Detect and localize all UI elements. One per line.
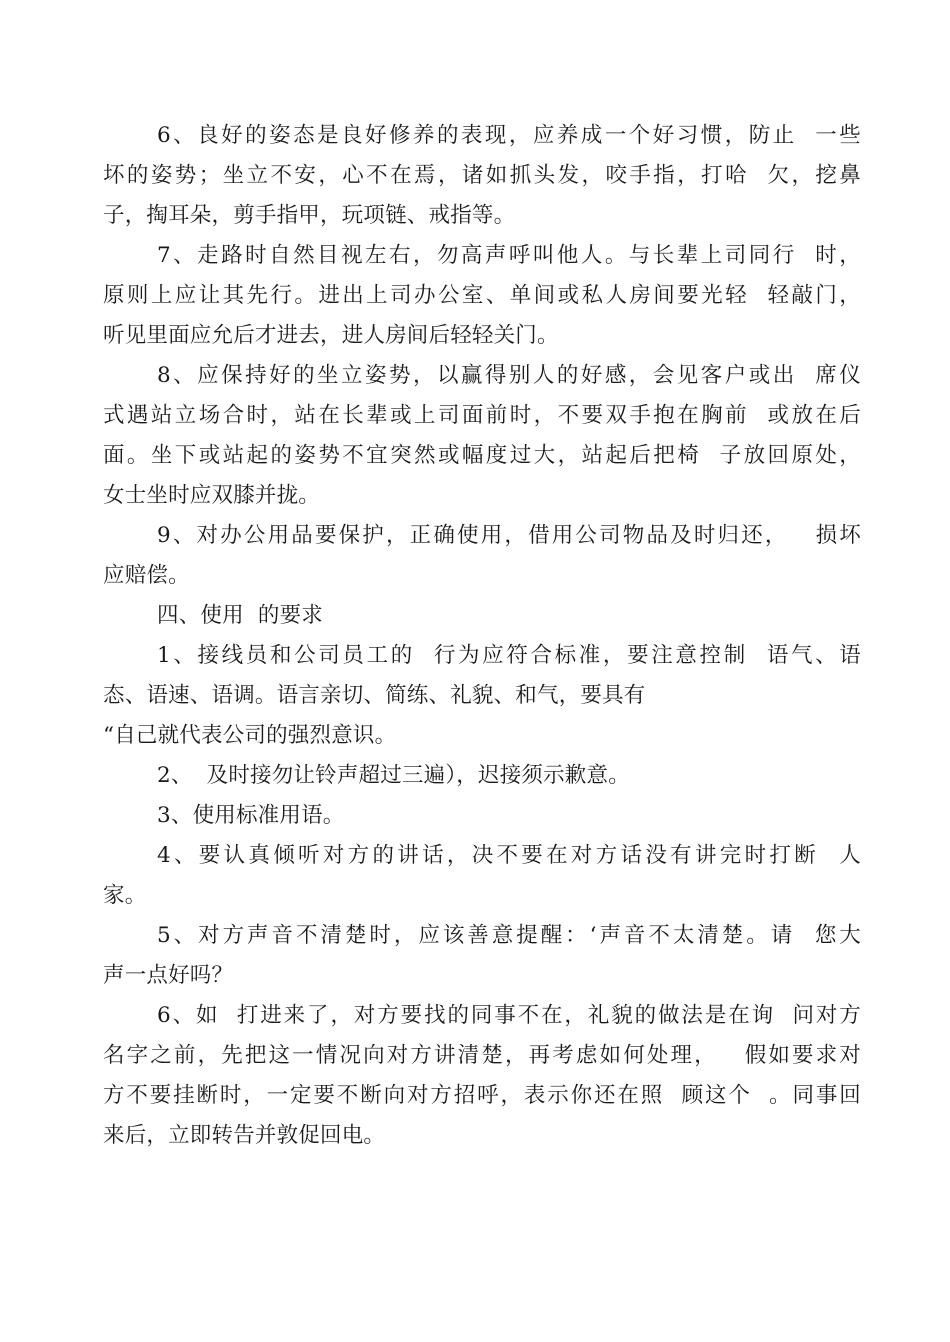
text-line: 4、要认真倾听对方的讲话，决不要在对方话没有讲完时打断 人 xyxy=(157,843,861,868)
text-line: 女士坐时应双膝并拢。 xyxy=(103,483,321,508)
text-line: 来后，立即转告并敦促回电。 xyxy=(103,1123,386,1148)
text-line: 2、 及时接勿让铃声超过三遍），迟接须示歉意。 xyxy=(157,763,630,788)
text-line: 7、走路时自然目视左右，勿高声呼叫他人。与长辈上司同行 时， xyxy=(157,243,861,268)
text-line: 四、使用 的要求 xyxy=(157,603,323,628)
section-heading xyxy=(103,596,863,636)
paragraph-sitting xyxy=(103,356,863,516)
text-line: 坏的姿势；坐立不安，心不在焉，诸如抓头发，咬手指，打哈 欠，挖鼻 xyxy=(103,163,861,188)
text-line: 6、如 打进来了，对方要找的同事不在，礼貌的做法是在询 问对方 xyxy=(157,1003,861,1028)
text-line: 应赔偿。 xyxy=(103,563,190,588)
text-line: 原则上应让其先行。进出上司办公室、单间或私人房间要光轻 轻敲门， xyxy=(103,283,861,308)
text-line: 听见里面应允后才进去，进人房间后轻轻关门。 xyxy=(103,323,559,348)
paragraph-posture xyxy=(103,116,863,236)
paragraph-item-3 xyxy=(103,796,863,836)
text-line: 8、应保持好的坐立姿势，以赢得别人的好感，会见客户或出 席仪 xyxy=(157,363,861,388)
text-line: 家。 xyxy=(103,883,147,908)
text-line: 6、良好的姿态是良好修养的表现，应养成一个好习惯，防止 一些 xyxy=(157,123,861,148)
text-line: 子，掏耳朵，剪手指甲，玩项链、戒指等。 xyxy=(103,203,516,228)
text-line: 5、对方声音不清楚时，应该善意提醒：‘声音不太清楚。请 您大 xyxy=(157,923,861,948)
text-line: 名字之前，先把这一情况向对方讲清楚，再考虑如何处理， 假如要求对 xyxy=(103,1043,861,1068)
text-line: 式遇站立场合时，站在长辈或上司面前时，不要双手抱在胸前 或放在后 xyxy=(103,403,861,428)
paragraph-item-4 xyxy=(103,836,863,916)
text-line: 方不要挂断时，一定要不断向对方招呼，表示你还在照 顾这个 。同事回 xyxy=(103,1083,861,1108)
paragraph-item-1 xyxy=(103,636,863,756)
paragraph-item-5 xyxy=(103,916,863,996)
paragraph-office-supplies xyxy=(103,516,863,596)
paragraph-walking xyxy=(103,236,863,356)
text-line: 声一点好吗？ xyxy=(103,963,234,988)
text-line: 1、接线员和公司员工的 行为应符合标准，要注意控制 语气、语 xyxy=(157,643,861,668)
text-line: 3、使用标准用语。 xyxy=(157,803,345,828)
text-line: 态、语速、语调。语言亲切、简练、礼貌、和气，要具有 xyxy=(103,683,646,708)
document-page xyxy=(103,116,863,1156)
text-line: 9、对办公用品要保护，正确使用，借用公司物品及时归还， 损坏 xyxy=(157,523,861,548)
paragraph-item-2 xyxy=(103,756,863,796)
text-line: 面。坐下或站起的姿势不宜突然或幅度过大，站起后把椅 子放回原处， xyxy=(103,443,861,468)
text-line: “自己就代表公司的强烈意识。 xyxy=(103,723,397,748)
paragraph-item-6 xyxy=(103,996,863,1156)
